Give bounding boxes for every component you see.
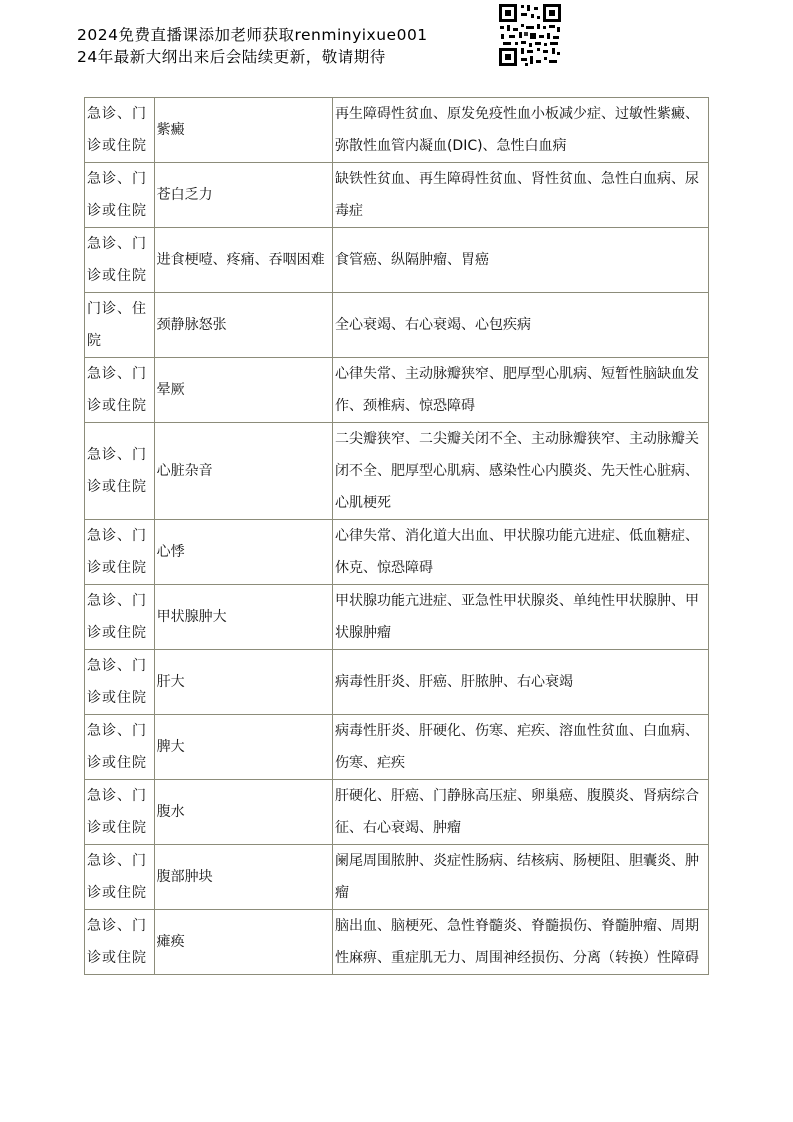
table-row	[85, 358, 709, 423]
diseases-cell: 心律失常、主动脉瓣狭窄、肥厚型心肌病、短暂性脑缺血发作、颈椎病、惊恐障碍	[332, 358, 708, 423]
table-body	[85, 98, 709, 975]
symptom-cell: 甲状腺肿大	[154, 585, 332, 650]
diseases-cell: 再生障碍性贫血、原发免疫性血小板减少症、过敏性紫癜、弥散性血管内凝血(DIC)、急性白血病	[332, 98, 708, 163]
visit-type-cell: 急诊、门诊或住院	[85, 423, 155, 520]
table-row	[85, 780, 709, 845]
table-row	[85, 585, 709, 650]
symptom-cell: 颈静脉怒张	[154, 293, 332, 358]
symptom-cell: 苍白乏力	[154, 163, 332, 228]
table-row	[85, 293, 709, 358]
symptom-cell: 瘫痪	[154, 910, 332, 975]
table-row	[85, 163, 709, 228]
table-row	[85, 650, 709, 715]
visit-type-cell: 急诊、门诊或住院	[85, 520, 155, 585]
symptom-cell: 紫癜	[154, 98, 332, 163]
promo-line-1: 2024免费直播课添加老师获取renminyixue001	[77, 26, 428, 44]
diseases-cell: 甲状腺功能亢进症、亚急性甲状腺炎、单纯性甲状腺肿、甲状腺肿瘤	[332, 585, 708, 650]
table-row	[85, 228, 709, 293]
symptom-cell: 心悸	[154, 520, 332, 585]
visit-type-cell: 急诊、门诊或住院	[85, 780, 155, 845]
visit-type-cell: 急诊、门诊或住院	[85, 98, 155, 163]
diseases-cell: 病毒性肝炎、肝癌、肝脓肿、右心衰竭	[332, 650, 708, 715]
visit-type-cell: 急诊、门诊或住院	[85, 358, 155, 423]
diseases-cell: 病毒性肝炎、肝硬化、伤寒、疟疾、溶血性贫血、白血病、伤寒、疟疾	[332, 715, 708, 780]
promo-line-2: 24年最新大纲出来后会陆续更新，敬请期待	[77, 48, 386, 66]
table-row	[85, 845, 709, 910]
visit-type-cell: 急诊、门诊或住院	[85, 650, 155, 715]
table-row	[85, 715, 709, 780]
symptom-cell: 腹部肿块	[154, 845, 332, 910]
diagnosis-table	[84, 97, 709, 975]
qr-code-icon	[497, 2, 563, 68]
diseases-cell: 肝硬化、肝癌、门静脉高压症、卵巢癌、腹膜炎、肾病综合征、右心衰竭、肿瘤	[332, 780, 708, 845]
symptom-cell: 进食梗噎、疼痛、吞咽困难	[154, 228, 332, 293]
diseases-cell: 二尖瓣狭窄、二尖瓣关闭不全、主动脉瓣狭窄、主动脉瓣关闭不全、肥厚型心肌病、感染性心内膜炎、先天性心脏病、心肌梗死	[332, 423, 708, 520]
visit-type-cell: 急诊、门诊或住院	[85, 715, 155, 780]
diseases-cell: 全心衰竭、右心衰竭、心包疾病	[332, 293, 708, 358]
diseases-cell: 食管癌、纵隔肿瘤、胃癌	[332, 228, 708, 293]
table-row	[85, 423, 709, 520]
visit-type-cell: 门诊、住院	[85, 293, 155, 358]
symptom-cell: 腹水	[154, 780, 332, 845]
diseases-cell: 缺铁性贫血、再生障碍性贫血、肾性贫血、急性白血病、尿毒症	[332, 163, 708, 228]
table-row	[85, 520, 709, 585]
diseases-cell: 脑出血、脑梗死、急性脊髓炎、脊髓损伤、脊髓肿瘤、周期性麻痹、重症肌无力、周围神经损伤、分离（转换）性障碍	[332, 910, 708, 975]
diseases-cell: 心律失常、消化道大出血、甲状腺功能亢进症、低血糖症、休克、惊恐障碍	[332, 520, 708, 585]
symptom-cell: 肝大	[154, 650, 332, 715]
symptom-cell: 脾大	[154, 715, 332, 780]
visit-type-cell: 急诊、门诊或住院	[85, 585, 155, 650]
diseases-cell: 阑尾周围脓肿、炎症性肠病、结核病、肠梗阻、胆囊炎、肿瘤	[332, 845, 708, 910]
symptom-cell: 晕厥	[154, 358, 332, 423]
page-header	[77, 24, 428, 68]
symptom-cell: 心脏杂音	[154, 423, 332, 520]
table-row	[85, 910, 709, 975]
table-row	[85, 98, 709, 163]
visit-type-cell: 急诊、门诊或住院	[85, 228, 155, 293]
visit-type-cell: 急诊、门诊或住院	[85, 163, 155, 228]
visit-type-cell: 急诊、门诊或住院	[85, 845, 155, 910]
visit-type-cell: 急诊、门诊或住院	[85, 910, 155, 975]
